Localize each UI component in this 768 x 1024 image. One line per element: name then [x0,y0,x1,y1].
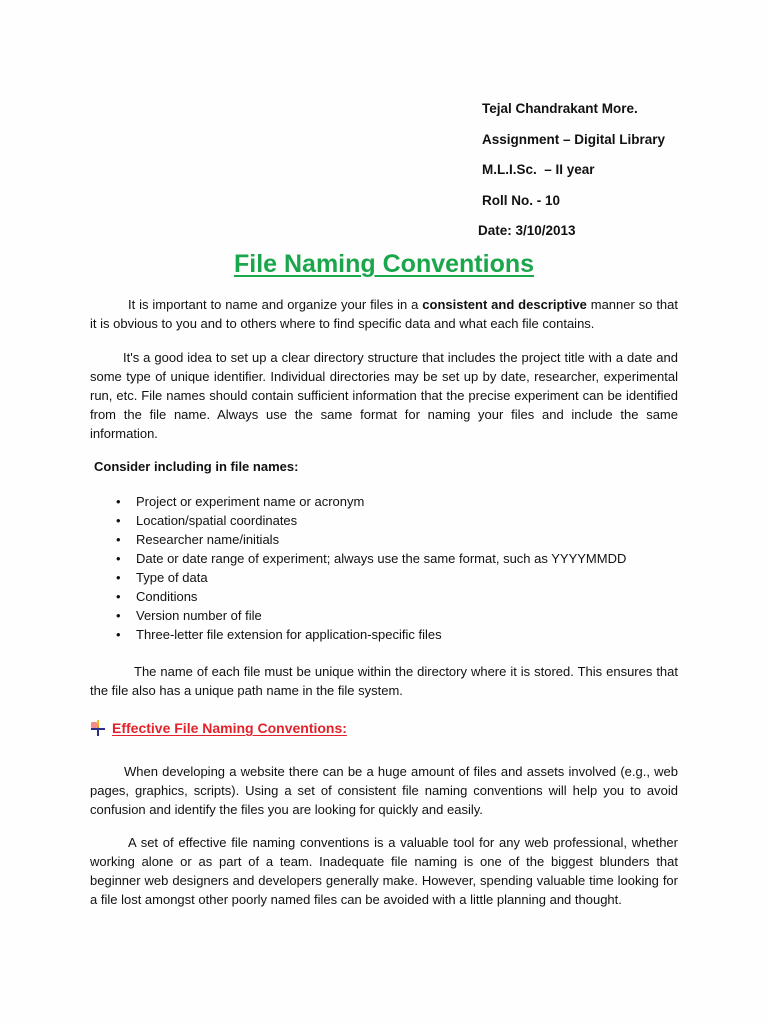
directory-paragraph-text: It's a good idea to set up a clear directory structure that includes the project title with a date and some type of unique identifier. Individual directories may be set up by date, researcher, experimental run, etc. File names should contain sufficient information that the precise experiment can be identified from the file name. Always use the same format for naming your files and include the same information. [90,350,678,441]
list-item: • Date or date range of experiment; always use the same format, such as YYYYMMDD [116,551,627,566]
unique-name-paragraph [90,662,678,700]
website-paragraph [90,762,678,819]
bullet-icon: • [116,627,121,642]
section-heading-text: Effective File Naming Conventions: [112,720,347,736]
bullet-icon: • [116,513,121,528]
bullet-icon: • [116,608,121,623]
author-name: Tejal Chandrakant More. [482,101,638,116]
course-name: M.L.I.Sc. – II year [482,162,595,177]
consider-heading: Consider including in file names: [94,459,299,474]
list-item: • Project or experiment name or acronym [116,494,365,509]
effective-conventions-paragraph [90,833,678,909]
list-item: • Researcher name/initials [116,532,280,547]
list-item: • Three-letter file extension for application-specific files [116,627,442,642]
directory-paragraph [90,348,678,443]
four-way-arrow-bullet-icon [90,720,106,736]
document-date: Date: 3/10/2013 [478,223,576,238]
intro-bold-phrase: consistent and descriptive [422,297,587,312]
author-info-block [478,94,666,247]
roll-number: Roll No. - 10 [482,192,561,208]
unique-name-paragraph-text: The name of each file must be unique within the directory where it is stored. This ensures that the file also has a unique path name in the file system. [90,664,678,698]
effective-conventions-heading [90,720,347,736]
list-item: • Location/spatial coordinates [116,513,298,528]
bullet-icon: • [116,551,121,566]
list-item: • Version number of file [116,608,262,623]
intro-paragraph [90,295,678,333]
list-item: • Type of data [116,570,208,585]
bullet-icon: • [116,570,121,585]
bullet-icon: • [116,589,121,604]
bullet-icon: • [116,494,121,509]
website-paragraph-text: When developing a website there can be a huge amount of files and assets involved (e.g., web pages, graphics, scripts). Using a set of consistent file naming conventions will help you to avoid confusion and identify the files you are looking for quickly and easily. [90,764,678,817]
bullet-icon: • [116,532,121,547]
effective-conventions-paragraph-text: A set of effective file naming conventions is a valuable tool for any web professional, whether working alone or as part of a team. Inadequate file naming is one of the biggest blunders that beginner web designers and developers generally make. However, spending valuable time looking for a file lost amongst other poorly named files can be avoided with a little planning and thought. [90,835,678,907]
file-name-elements-list [112,492,626,644]
list-item: • Conditions [116,589,198,604]
page-title: File Naming Conventions [233,250,535,278]
assignment-title: Assignment – Digital Library [482,131,666,147]
intro-text-end: manner so that it is obvious to you and to others where to find specific data and what each file contains. [90,297,679,331]
intro-text-start: It is important to name and organize your files in a [128,297,423,312]
